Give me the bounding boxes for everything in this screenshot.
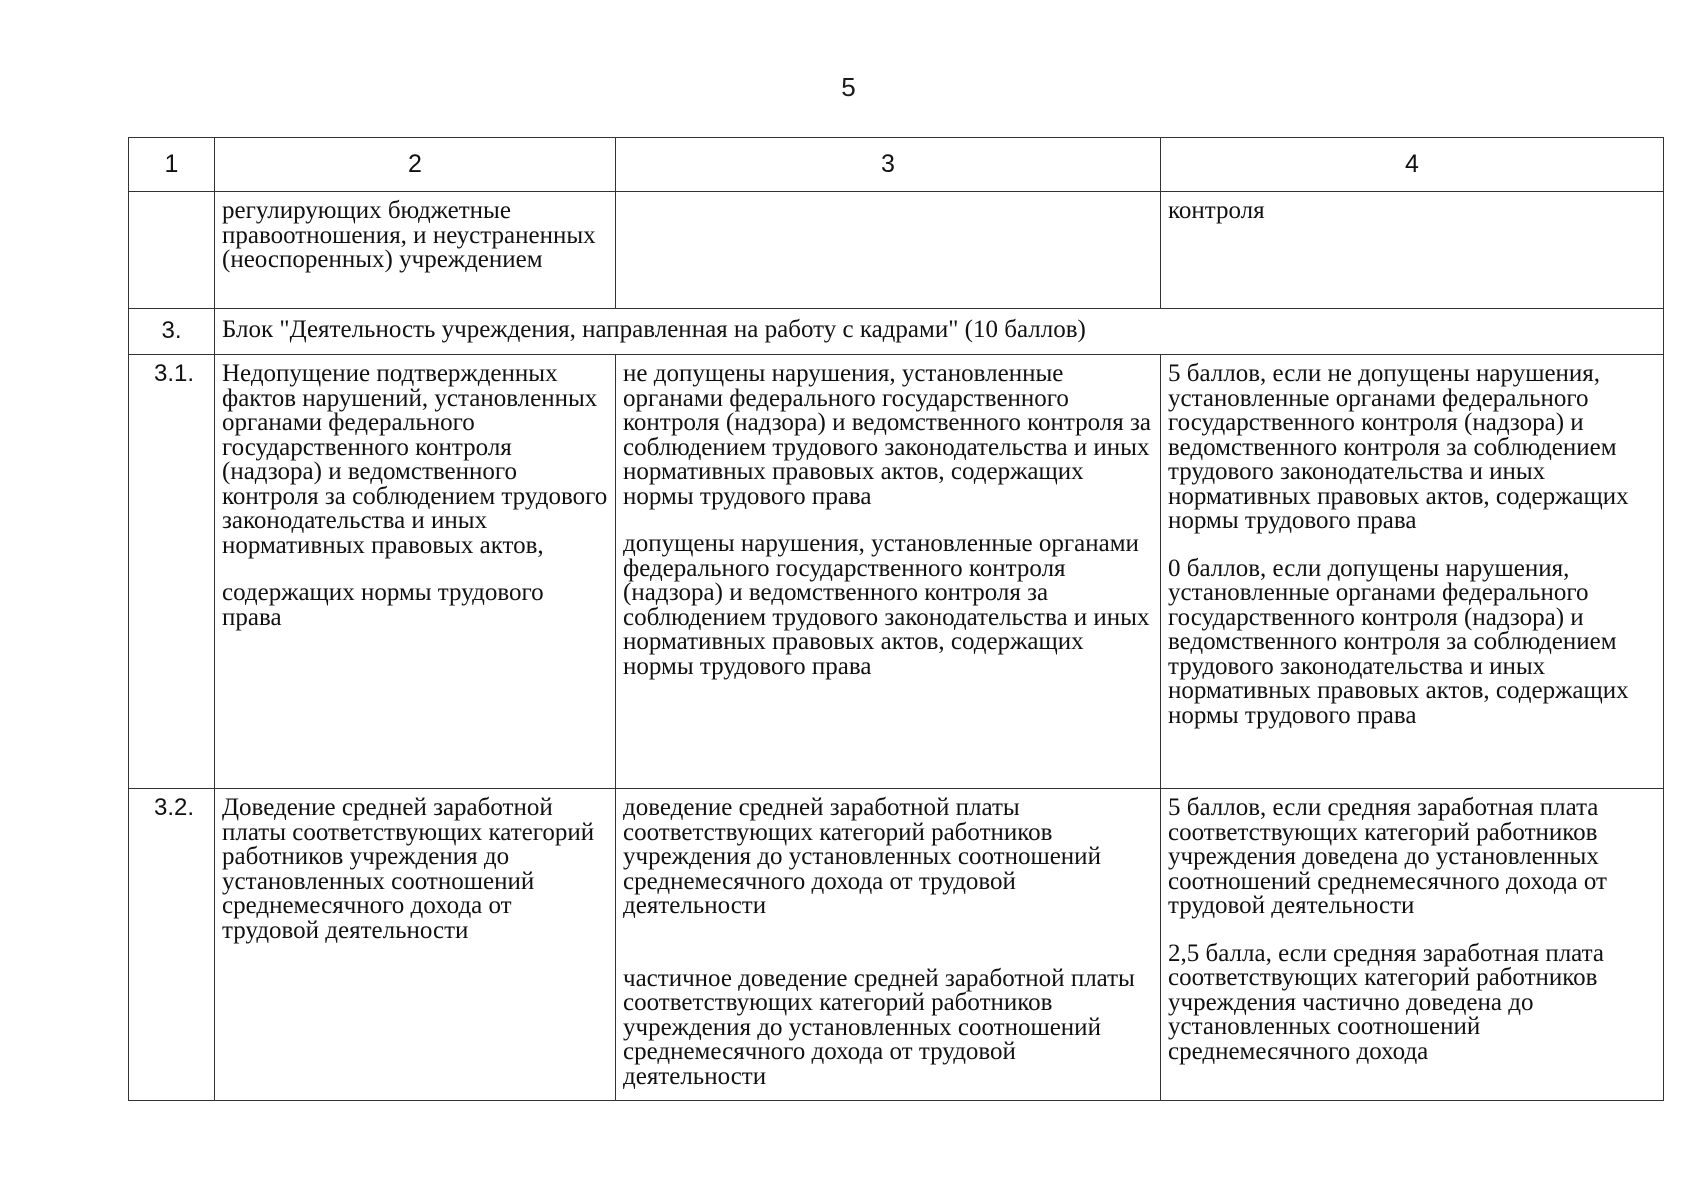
- score-cell: [1161, 355, 1664, 789]
- criterion-text: Доведение средней заработной платы соответствующих категорий работников учреждения до установленных соотношений среднемесячного дохода от трудовой деятельности: [222, 794, 595, 944]
- row-number: 3.1.: [129, 355, 215, 789]
- score-cell: [1161, 789, 1664, 1101]
- row-number: 3.: [129, 309, 215, 355]
- column-header-3: 3: [616, 138, 1161, 192]
- score-text: контроля: [1168, 197, 1265, 224]
- score-text: 5 баллов, если средняя заработная плата соответствующих категорий работников учреждения доведена до установленных соотношений среднемесячного дохода от трудовой деятельности: [1168, 794, 1607, 919]
- row-number: 3.2.: [129, 789, 215, 1101]
- table-row-block-3: [129, 309, 1664, 355]
- row-number: [129, 192, 215, 309]
- score-text: 0 баллов, если допущены нарушения, установленные органами федерального государственного контроля (надзора) и ведомственного контроля за соблюдением трудового законодательства и иных нормативных правовых актов, содержащих нормы трудового права: [1168, 554, 1629, 729]
- table-header-row: [129, 138, 1664, 192]
- condition-text: допущены нарушения, установленные органами федерального государственного контроля (надзора) и ведомственного контроля за соблюдением трудового законодательства и иных нормативных правовых актов, содержащих нормы трудового права: [623, 530, 1150, 680]
- score-text: 2,5 балла, если средняя заработная плата соответствующих категорий работников учреждения частично доведена до установленных соотношений среднемесячного дохода: [1168, 939, 1604, 1065]
- condition-cell: [616, 192, 1161, 309]
- condition-text: доведение средней заработной платы соответствующих категорий работников учреждения до установленных соотношений среднемесячного дохода от трудовой деятельности: [623, 794, 1101, 919]
- criteria-table: [128, 137, 1664, 1101]
- condition-cell: [616, 789, 1161, 1101]
- criterion-text: регулирующих бюджетные правоотношения, и неустраненных (неоспоренных) учреждением: [222, 197, 596, 273]
- column-header-2: 2: [215, 138, 616, 192]
- column-header-4: 4: [1161, 138, 1664, 192]
- criterion-cell: [215, 789, 616, 1101]
- condition-cell: [616, 355, 1161, 789]
- score-cell: [1161, 192, 1664, 309]
- page-number: 5: [841, 72, 856, 102]
- table-row-3-1: [129, 355, 1664, 789]
- criterion-cell: [215, 192, 616, 309]
- table-row-3-2: [129, 789, 1664, 1101]
- score-text: 5 баллов, если не допущены нарушения, установленные органами федерального государственного контроля (надзора) и ведомственного контроля за соблюдением трудового законодательства и иных нормативных правовых актов, содержащих нормы трудового права: [1168, 360, 1629, 534]
- table-row-continuation: [129, 192, 1664, 309]
- criterion-cell: [215, 355, 616, 789]
- criterion-text-continued: содержащих нормы трудового права: [222, 579, 544, 631]
- column-header-1: 1: [129, 138, 215, 192]
- condition-text: не допущены нарушения, установленные органами федерального государственного контроля (надзора) и ведомственного контроля за соблюдением трудового законодательства и иных нормативных правовых актов, содержащих нормы трудового права: [623, 360, 1151, 510]
- condition-text: частичное доведение средней заработной платы соответствующих категорий работников учреждения до установленных соотношений среднемесячного дохода от трудовой деятельности: [623, 964, 1135, 1090]
- block-title: Блок "Деятельность учреждения, направленная на работу с кадрами" (10 баллов): [215, 309, 1664, 355]
- criterion-text: Недопущение подтвержденных фактов нарушений, установленных органами федерального государственного контроля (надзора) и ведомственного контроля за соблюдением трудового законодательства и иных нормативных правовых актов,: [222, 360, 608, 559]
